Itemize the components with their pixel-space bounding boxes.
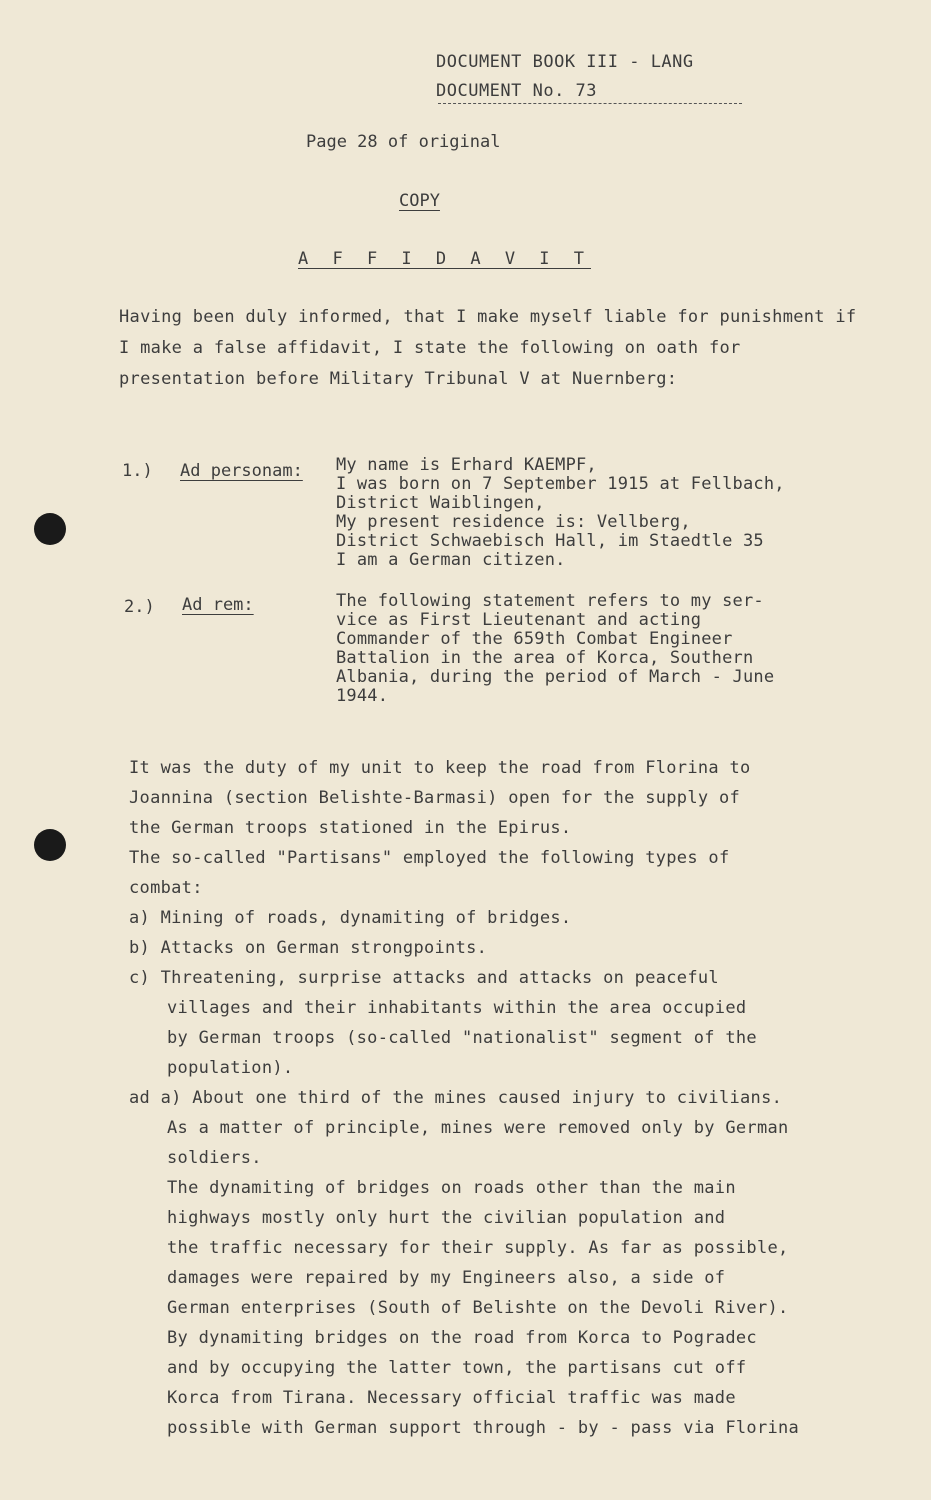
text-line: The dynamiting of bridges on roads other than the main [167,1178,736,1198]
text-line: I am a German citizen. [336,550,566,570]
text-line: Commander of the 659th Combat Engineer [336,629,733,649]
text-line: vice as First Lieutenant and acting [336,610,702,630]
text-line: combat: [129,878,203,898]
text-line: the German troops stationed in the Epirus. [129,818,572,838]
text-line: highways mostly only hurt the civilian population and [167,1208,726,1228]
section-2-text [336,592,856,706]
text-line: I was born on 7 September 1915 at Fellbach, [336,474,785,494]
text-line: District Waiblingen, [336,493,545,513]
copy-label: COPY [399,191,440,211]
body-paragraph-1 [129,753,849,1443]
text-line: the traffic necessary for their supply. As far as possible, [167,1238,789,1258]
list-item-a: a) Mining of roads, dynamiting of bridges. [129,908,572,928]
text-line: The so-called "Partisans" employed the following types of [129,848,730,868]
text-line: By dynamiting bridges on the road from Korca to Pogradec [167,1328,757,1348]
section-2-number: 2.) [124,597,155,617]
text-line: As a matter of principle, mines were removed only by German [167,1118,789,1138]
text-line: population). [167,1058,294,1078]
section-1-label: Ad personam: [180,461,303,481]
text-line: German enterprises (South of Belishte on the Devoli River). [167,1298,789,1318]
list-item-c: c) Threatening, surprise attacks and attacks on peaceful [129,968,719,988]
text-line: Battalion in the area of Korca, Southern [336,648,754,668]
text-line: by German troops (so-called "nationalist" segment of the [167,1028,757,1048]
text-line: My present residence is: Vellberg, [336,512,691,532]
text-line: possible with German support through - by - pass via Florina [167,1418,800,1438]
text-line: villages and their inhabitants within the area occupied [167,998,747,1018]
text-line: Korca from Tirana. Necessary official traffic was made [167,1388,736,1408]
page-reference: Page 28 of original [306,132,501,152]
section-2-label: Ad rem: [182,595,254,615]
text-line: Joannina (section Belishte-Barmasi) open for the supply of [129,788,741,808]
section-1-number: 1.) [122,461,153,481]
header-divider [438,103,742,104]
text-line: 1944. [336,686,389,706]
intro-paragraph: Having been duly informed, that I make myself liable for punishment if I make a false affidavit, I state the following on oath for presentation before Military Tribunal V at Nuernberg: [119,307,857,389]
text-line: damages were repaired by my Engineers also, a side of [167,1268,726,1288]
affidavit-title: A F F I D A V I T [298,249,591,269]
section-1-text [336,456,856,570]
text-line: It was the duty of my unit to keep the road from Florina to [129,758,751,778]
text-line: My name is Erhard KAEMPF, [336,455,597,475]
document-book-label: DOCUMENT BOOK III - LANG [436,52,694,72]
text-line: Albania, during the period of March - June [336,667,775,687]
list-item-b: b) Attacks on German strongpoints. [129,938,488,958]
document-number: DOCUMENT No. 73 [436,81,598,101]
text-line: soldiers. [167,1148,262,1168]
ad-a-heading: ad a) About one third of the mines caused injury to civilians. [129,1088,783,1108]
punch-hole-top [34,513,66,545]
text-line: The following statement refers to my ser- [336,591,764,611]
text-line: District Schwaebisch Hall, im Staedtle 35 [336,531,764,551]
punch-hole-bottom [34,829,66,861]
text-line: and by occupying the latter town, the partisans cut off [167,1358,747,1378]
